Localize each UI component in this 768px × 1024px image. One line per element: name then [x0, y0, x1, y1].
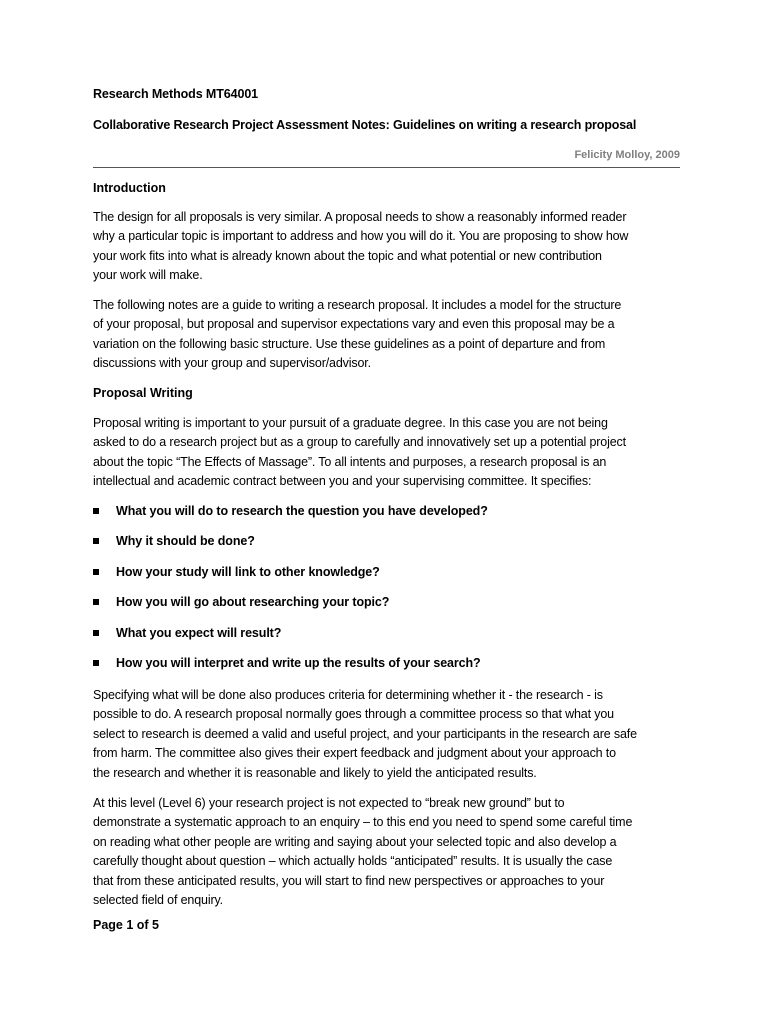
list-item: [93, 656, 680, 686]
list-item: [93, 534, 680, 564]
text-line: demonstrate a systematic approach to an enquiry – to this end you need to spend some careful time: [93, 815, 633, 830]
document-page: [93, 0, 680, 1024]
list-item-text: How you will go about researching your topic?: [116, 595, 390, 610]
text-line: select to research is deemed a valid and useful project, and your participants in the research are safe: [93, 726, 637, 741]
text-line: Specifying what will be done also produces criteria for determining whether it - the research - is: [93, 688, 603, 702]
text-line: about the topic “The Effects of Massage”. To all intents and purposes, a research proposal is an: [93, 454, 607, 469]
text-line: variation on the following basic structure. Use these guidelines as a point of departure and from: [93, 336, 606, 351]
author-line: Felicity Molloy, 2009: [574, 149, 680, 161]
text-line: selected field of enquiry.: [93, 893, 223, 908]
text-line: from harm. The committee also gives their expert feedback and judgment about your approach to: [93, 746, 616, 761]
text-line: the research and whether it is reasonable and likely to yield the anticipated results.: [93, 765, 537, 780]
list-item: [93, 565, 680, 595]
text-line: intellectual and academic contract between you and your supervising committee. It specifies:: [93, 474, 592, 489]
text-line: discussions with your group and supervisor/advisor.: [93, 356, 371, 371]
text-line: your work will make.: [93, 268, 203, 283]
list-item: [93, 504, 680, 534]
specifies-list: [93, 504, 680, 686]
text-line: your work fits into what is already known about the topic and what potential or new contribution: [93, 248, 602, 263]
square-bullet-icon: [93, 660, 99, 666]
list-item-text: Why it should be done?: [116, 534, 255, 549]
list-item-text: What you will do to research the question you have developed?: [116, 504, 488, 518]
text-line: Proposal writing is important to your pursuit of a graduate degree. In this case you are not being: [93, 416, 608, 430]
text-line: The design for all proposals is very similar. A proposal needs to show a reasonably informed reader: [93, 210, 627, 224]
list-item-text: How your study will link to other knowledge?: [116, 564, 380, 579]
list-item: [93, 595, 680, 625]
list-item-text: What you expect will result?: [116, 625, 282, 640]
text-line: asked to do a research project but as a group to carefully and innovatively set up a potential project: [93, 435, 626, 450]
text-line: possible to do. A research proposal normally goes through a committee process so that what you: [93, 707, 614, 722]
text-line: on reading what other people are writing and saying about your selected topic and also develop a: [93, 834, 617, 849]
text-line: of your proposal, but proposal and supervisor expectations vary and even this proposal may be a: [93, 317, 615, 332]
square-bullet-icon: [93, 630, 99, 636]
square-bullet-icon: [93, 599, 99, 605]
text-line: that from these anticipated results, you will start to find new perspectives or approaches to your: [93, 873, 605, 888]
square-bullet-icon: [93, 508, 99, 514]
proposal-paragraph-2: [93, 686, 680, 783]
square-bullet-icon: [93, 569, 99, 575]
text-line: carefully thought about question – which actually holds “anticipated” results. It is usually the case: [93, 854, 613, 869]
proposal-paragraph-3: [93, 794, 680, 910]
text-line: The following notes are a guide to writing a research proposal. It includes a model for the structure: [93, 298, 622, 312]
section-heading-introduction: Introduction: [93, 181, 166, 195]
proposal-paragraph-1: [93, 414, 680, 492]
header-divider: [93, 167, 680, 168]
course-title: Research Methods MT64001: [93, 87, 259, 101]
square-bullet-icon: [93, 538, 99, 544]
list-item: [93, 626, 680, 656]
intro-paragraph-2: [93, 296, 680, 374]
page-number: Page 1 of 5: [93, 918, 159, 932]
document-title: Collaborative Research Project Assessment Notes: Guidelines on writing a research proposal: [93, 118, 637, 132]
section-heading-proposal-writing: Proposal Writing: [93, 386, 193, 400]
list-item-text: How you will interpret and write up the results of your search?: [116, 655, 481, 670]
intro-paragraph-1: [93, 208, 680, 286]
text-line: why a particular topic is important to address and how you will do it. You are proposing to show how: [93, 229, 629, 244]
text-line: At this level (Level 6) your research project is not expected to “break new ground” but to: [93, 796, 565, 810]
